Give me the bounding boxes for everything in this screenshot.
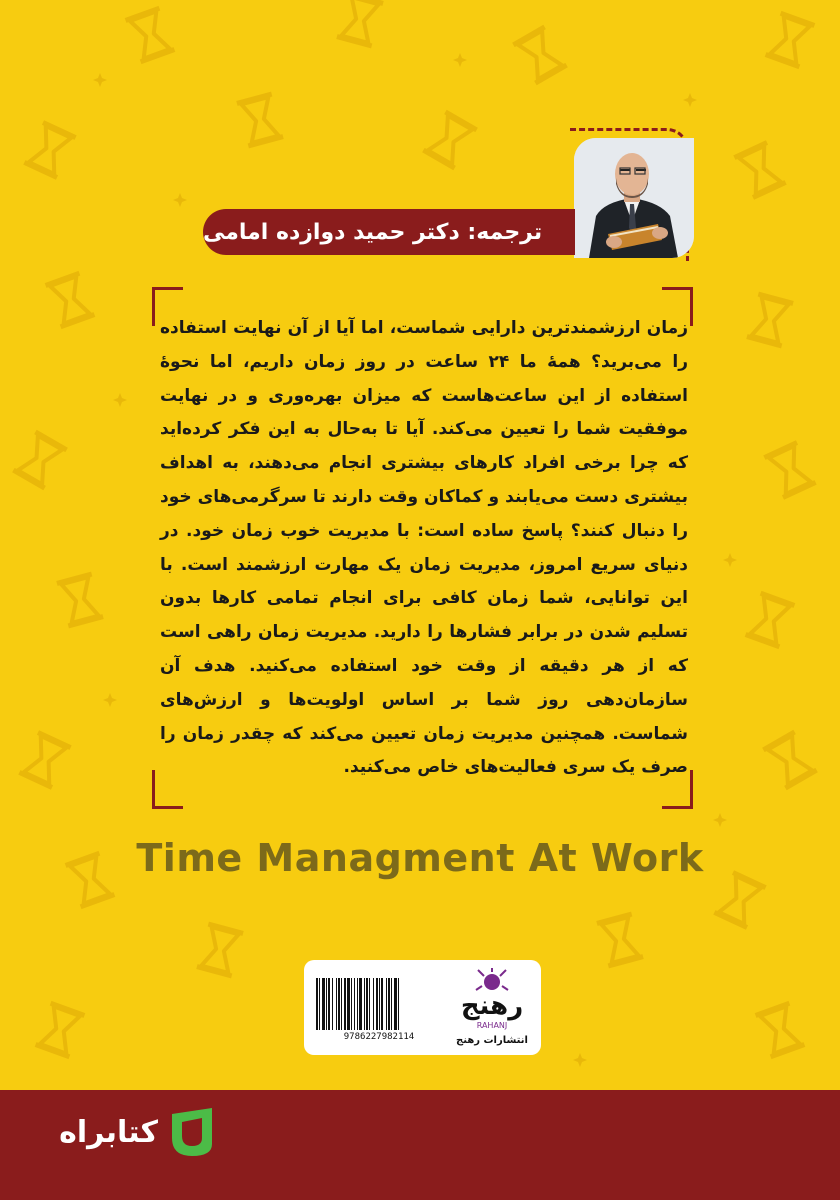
- publisher-logo-latin: RAHANJ: [476, 1021, 508, 1030]
- publisher-logo: [452, 968, 532, 1034]
- book-description: زمان ارزشمندترین دارایی شماست، اما آیا از آن نهایت استفاده را می‌برید؟ همهٔ ما ۲۴ ساعت در روز زمان داریم، اما نحوهٔ استفاده از این ساعت‌هاست که میزان بهره‌وری و در نهایت موفقیت شما را تعیین می‌کند. آیا تا به‌حال به این فکر کرده‌اید که چرا برخی افراد کارهای بیشتری انجام می‌دهند، به اهداف بیشتری دست می‌یابند و کماکان وقت دارند تا سرگرمی‌های خود را دنبال کنند؟ پاسخ ساده است: با مدیریت خوب زمان خود. در دنیای سریع امروز، مدیریت زمان یک مهارت ارزشمند است. با این توانایی، شما زمان کافی برای انجام تمامی کارها بدون تسلیم شدن در برابر فشارها را دارید. مدیریت زمان راهی است که از هر دقیقه از وقت خود استفاده می‌کنید. هدف آن سازمان‌دهی روز شما بر اساس اولویت‌ها و ارزش‌های شماست. همچنین مدیریت زمان تعیین می‌کند که چقدر زمان را صرف یک سری فعالیت‌های خاص می‌کنید.: [160, 318, 688, 778]
- translator-label: ترجمه: دکتر حمید دوازده امامی: [203, 209, 575, 255]
- ketabrah-leaf-icon: [164, 1104, 220, 1160]
- isbn-number: 9786227982114: [343, 1032, 415, 1042]
- store-name: کتابراه: [59, 1114, 158, 1150]
- store-logo: [40, 1097, 220, 1167]
- publisher-name: انتشارات رهنج: [456, 1035, 528, 1046]
- translator-photo: [574, 138, 694, 258]
- publisher-logo-text: رهنج: [460, 991, 524, 1021]
- barcode-card: [304, 960, 541, 1055]
- barcode: [314, 978, 444, 1030]
- english-title: Time Managment At Work: [136, 836, 704, 880]
